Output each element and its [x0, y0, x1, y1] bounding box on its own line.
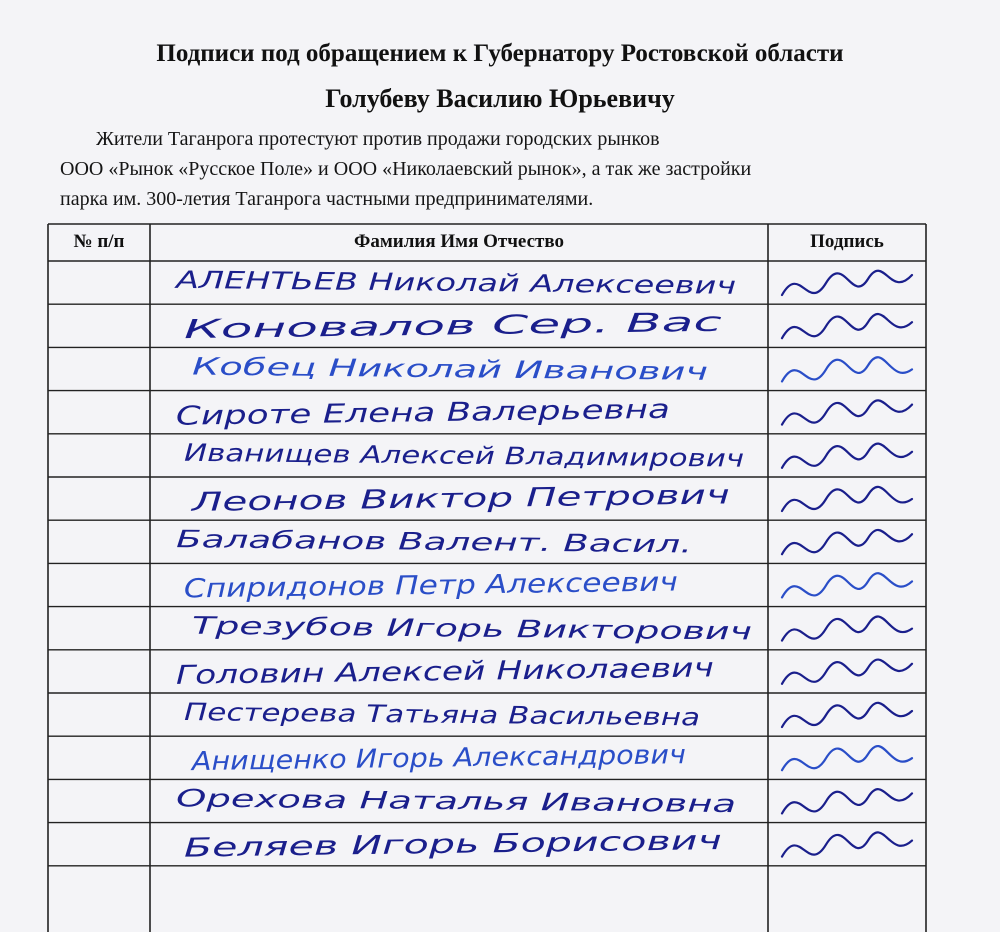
handwritten-name: Леонов Виктор Петрович [191, 483, 537, 518]
signature-row [48, 352, 926, 390]
handwritten-name: Анищенко Игорь Александрович [191, 740, 642, 778]
document-title: Подписи под обращением к Губернатору Ростовской области [156, 40, 844, 67]
signature-row [48, 826, 926, 866]
handwritten-name: Спиридонов Петр Алексеевич [183, 568, 596, 605]
signature-scribble [782, 271, 912, 295]
handwritten-name: Балабанов Валент. Васил. [175, 525, 509, 557]
signature-row [48, 784, 926, 822]
handwritten-name: Кобец Николай Иванович [191, 352, 515, 384]
handwritten-name: Головин Алексей Николаевич [175, 655, 583, 691]
signature-scribble [782, 573, 912, 597]
signature-row [48, 308, 926, 348]
signature-row [48, 525, 926, 563]
signature-row [48, 567, 926, 606]
signature-row [48, 439, 926, 477]
signature-scribble [782, 616, 912, 640]
intro-line-3: парка им. 300-летия Таганрога частными предпринимателями. [60, 188, 594, 210]
handwritten-name: Сироте Елена Валерьевна [175, 396, 536, 432]
column-header: № п/п [73, 231, 125, 252]
signature-scribble [782, 703, 912, 727]
signature-scribble [782, 357, 912, 381]
signature-row [48, 653, 926, 693]
signature-row [48, 698, 926, 736]
handwritten-name: Трезубов Игорь Викторович [191, 611, 547, 644]
handwritten-name: Пестерева Татьяна Васильевна [183, 698, 585, 731]
column-header: Подпись [810, 231, 884, 252]
signature-scribble [782, 487, 912, 511]
handwritten-name: АЛЕНТЬЕВ Николай Алексеевич [175, 265, 579, 299]
signature-scribble [782, 530, 912, 554]
column-header: Фамилия Имя Отчество [354, 231, 564, 252]
signature-scribble [782, 746, 912, 770]
signature-row [48, 266, 926, 304]
handwritten-name: Орехова Наталья Ивановна [175, 784, 526, 816]
signature-scribble [782, 832, 912, 856]
signature-scribble [782, 789, 912, 813]
handwritten-name: Коновалов Сер. Вас [183, 311, 454, 346]
signature-row [48, 480, 926, 520]
handwritten-name: Беляев Игорь Борисович [183, 828, 524, 864]
signature-row [48, 612, 926, 650]
intro-line-1: Жители Таганрога протестуют против продажи городских рынков [96, 128, 660, 150]
signature-row [48, 395, 926, 434]
signature-scribble [782, 660, 912, 684]
signature-scribble [782, 444, 912, 468]
document-addressee: Голубеву Василию Юрьевичу [325, 84, 675, 113]
signature-row [48, 740, 926, 779]
signature-scribble [782, 400, 912, 424]
intro-line-2: ООО «Рынок «Русское Поле» и ООО «Николаевский рынок», а так же застройки [60, 158, 752, 180]
signature-scribble [782, 314, 912, 338]
handwritten-name: Иванищев Алексей Владимирович [183, 438, 620, 472]
